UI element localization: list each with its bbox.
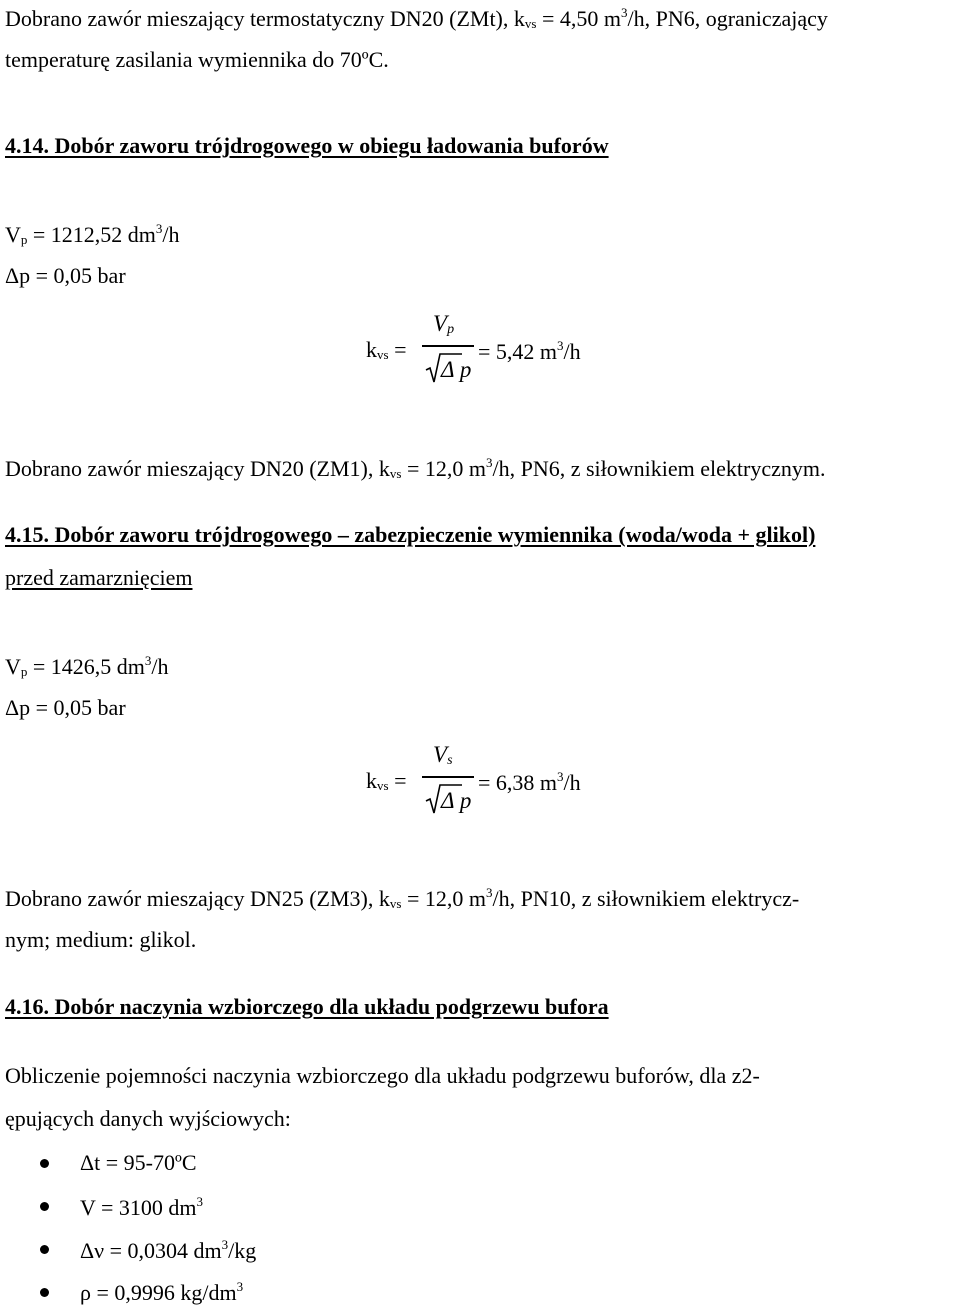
list-item-text: ρ = 0,9996 $kg/dm^3$ (80, 1279, 244, 1305)
formula-result: = 5,42 $m^3/h$ (478, 338, 581, 364)
intro-paragraph: Obliczenie pojemności naczynia wzbiorczego dla układu podgrzewu buforów, dla z2- (5, 1063, 760, 1088)
list-item-text: V = 3100 $dm^3$ (80, 1194, 204, 1220)
section-heading-4-15: 4.15. Dobór zaworu trójdrogowego – zabezpieczenie wymiennika (woda/woda + glikol) (5, 522, 816, 547)
paragraph-valve-zmt-line2: temperaturę zasilania wymiennika do 70ºC. (5, 47, 389, 72)
pressure-drop: Δp = 0,05 bar (5, 695, 126, 720)
section-heading-4-15-line2: przed zamarznięciem (5, 565, 193, 590)
flow-rate-vp: $V_p = 1426,5$ $dm^3/h$ (5, 653, 169, 679)
formula-lhs: $k_{vs}$ = (366, 337, 407, 362)
pressure-drop: Δp = 0,05 bar (5, 263, 126, 288)
paragraph-valve-zmt: Dobrano zawór mieszający termostatyczny DN20 (ZMt), $k_{vs} = 4,50$ $m^3/h$, PN6, ograniczający (5, 5, 828, 31)
flow-rate-vp: $V_p = 1212,52$ $dm^3/h$ (5, 221, 180, 247)
formula-numerator: $V_p$ (433, 311, 455, 337)
note-valve-zm1: Dobrano zawór mieszający DN20 (ZM1), $k_{vs} = 12,0$ $m^3/h$, PN6, z siłownikiem elektrycznym. (5, 455, 826, 481)
list-item-text: Δν = 0,0304 $dm^3/kg$ (80, 1237, 257, 1263)
formula-result: = 6,38 $m^3/h$ (478, 769, 581, 795)
fraction-bar (422, 776, 474, 778)
formula-denominator: Δ p (441, 357, 472, 382)
section-heading-4-16: 4.16. Dobór naczynia wzbiorczego dla układu podgrzewu bufora (5, 994, 609, 1019)
note-valve-zm3-line2: nym; medium: glikol. (5, 927, 197, 952)
intro-paragraph-line2: ępujących danych wyjściowych: (5, 1106, 291, 1131)
note-valve-zm3: Dobrano zawór mieszający DN25 (ZM3), $k_{vs} = 12,0$ $m^3/h$, PN10, z siłownikiem elektrycz- (5, 885, 800, 911)
bullet-icon (40, 1159, 49, 1168)
formula-denominator: Δ p (441, 788, 472, 813)
bullet-icon (40, 1288, 49, 1297)
fraction-bar (422, 345, 474, 347)
section-heading-4-14: 4.14. Dobór zaworu trójdrogowego w obiegu ładowania buforów (5, 133, 609, 158)
list-item-text: Δt = 95-70ºC (80, 1150, 197, 1175)
bullet-icon (40, 1202, 49, 1211)
formula-lhs: $k_{vs}$ = (366, 768, 407, 793)
bullet-icon (40, 1245, 49, 1254)
formula-numerator: $V_s$ (433, 742, 453, 768)
